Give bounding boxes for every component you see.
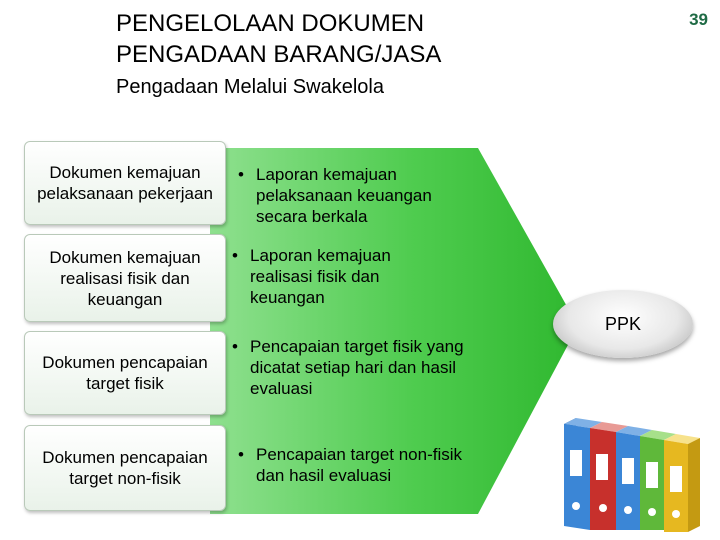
description-text-1: Laporan kemajuan pelaksanaan keuangan secara berkala — [256, 165, 432, 226]
description-text-4: Pencapaian target non-fisik dan hasil evaluasi — [256, 445, 463, 485]
description-2 — [232, 245, 432, 308]
title-line-2: PENGADAAN BARANG/JASA — [116, 41, 442, 68]
description-1 — [238, 164, 478, 227]
document-box-2 — [24, 234, 226, 322]
bullet-4: • — [238, 445, 244, 464]
ppk-label: PPK — [604, 313, 642, 334]
description-text-2: Laporan kemajuan realisasi fisik dan keuangan — [250, 246, 391, 307]
title-line-1: PENGELOLAAN DOKUMEN — [116, 10, 425, 37]
page-subtitle: Pengadaan Melalui Swakelola — [116, 76, 384, 98]
document-box-3 — [24, 331, 226, 415]
description-text-3: Pencapaian target fisik yang dicatat setiap hari dan hasil evaluasi — [250, 337, 464, 398]
ppk-target — [553, 290, 693, 358]
bullet-1: • — [238, 165, 244, 184]
document-label-4: Dokumen pencapaian target non-fisik — [42, 448, 208, 488]
bullet-3: • — [232, 337, 238, 356]
document-box-4 — [24, 425, 226, 511]
document-box-1 — [24, 141, 226, 225]
slide-number: 39 — [689, 10, 708, 29]
page-title — [116, 8, 441, 70]
document-label-2: Dokumen kemajuan realisasi fisik dan keuangan — [49, 247, 201, 309]
description-3 — [232, 336, 472, 399]
document-label-3: Dokumen pencapaian target fisik — [42, 353, 208, 393]
document-label-1: Dokumen kemajuan pelaksanaan pekerjaan — [37, 163, 213, 203]
bullet-2: • — [232, 246, 238, 265]
description-4 — [238, 444, 478, 486]
document-binders-icon — [560, 410, 720, 535]
